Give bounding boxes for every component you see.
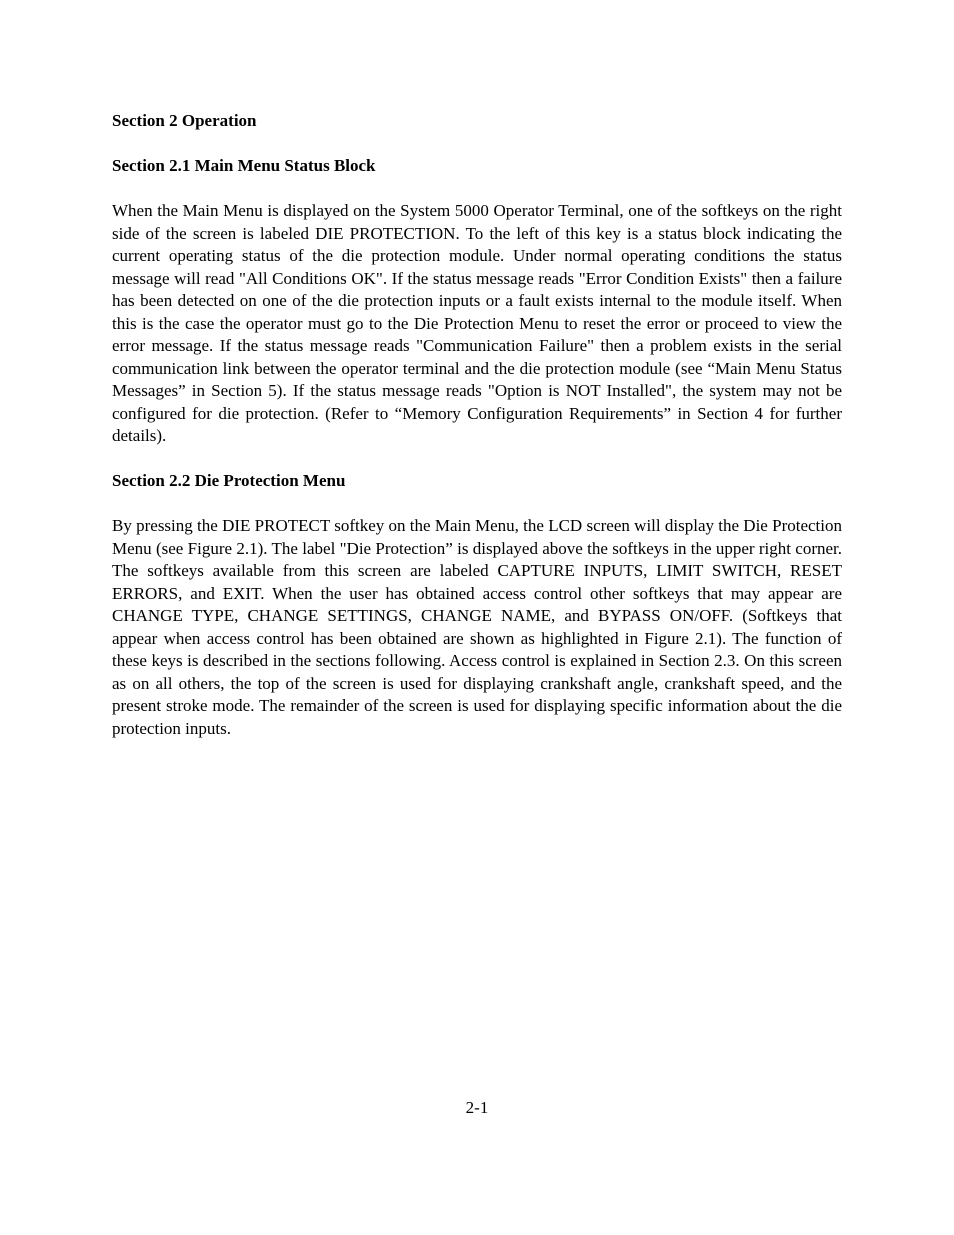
section-heading-operation: Section 2 Operation bbox=[112, 111, 257, 130]
paragraph-main-menu-status-block: When the Main Menu is displayed on the System 5000 Operator Terminal, one of the softkeys on the right side of the screen is labeled DIE PROTECTION. To the left of this key is a status block indicating the current operating status of the die protection module. Under normal operating conditions the status message will read "All Conditions OK". If the status message reads "Error Condition Exists" then a failure has been detected on one of the die protection inputs or a fault exists internal to the module itself. When this is the case the operator must go to the Die Protection Menu to reset the error or proceed to view the error message. If the status message reads "Communication Failure" then a problem exists in the serial communication link between the operator terminal and the die protection module (see “Main Menu Status Messages” in Section 5). If the status message reads "Option is NOT Installed", the system may not be configured for die protection. (Refer to “Memory Configuration Requirements” in Section 4 for further details). bbox=[112, 201, 842, 445]
section-heading-die-protection-menu: Section 2.2 Die Protection Menu bbox=[112, 471, 346, 490]
paragraph-die-protection-menu: By pressing the DIE PROTECT softkey on the Main Menu, the LCD screen will display the Die Protection Menu (see Figure 2.1). The label "Die Protection” is displayed above the softkeys in the upper right corner. The softkeys available from this screen are labeled CAPTURE INPUTS, LIMIT SWITCH, RESET ERRORS, and EXIT. When the user has obtained access control other softkeys that may appear are CHANGE TYPE, CHANGE SETTINGS, CHANGE NAME, and BYPASS ON/OFF. (Softkeys that appear when access control has been obtained are shown as highlighted in Figure 2.1). The function of these keys is described in the sections following. Access control is explained in Section 2.3. On this screen as on all others, the top of the screen is used for displaying crankshaft angle, crankshaft speed, and the present stroke mode. The remainder of the screen is used for displaying specific information about the die protection inputs. bbox=[112, 516, 842, 738]
page-number: 2-1 bbox=[465, 1098, 489, 1117]
document-page bbox=[112, 110, 842, 763]
section-heading-main-menu-status-block: Section 2.1 Main Menu Status Block bbox=[112, 156, 376, 175]
